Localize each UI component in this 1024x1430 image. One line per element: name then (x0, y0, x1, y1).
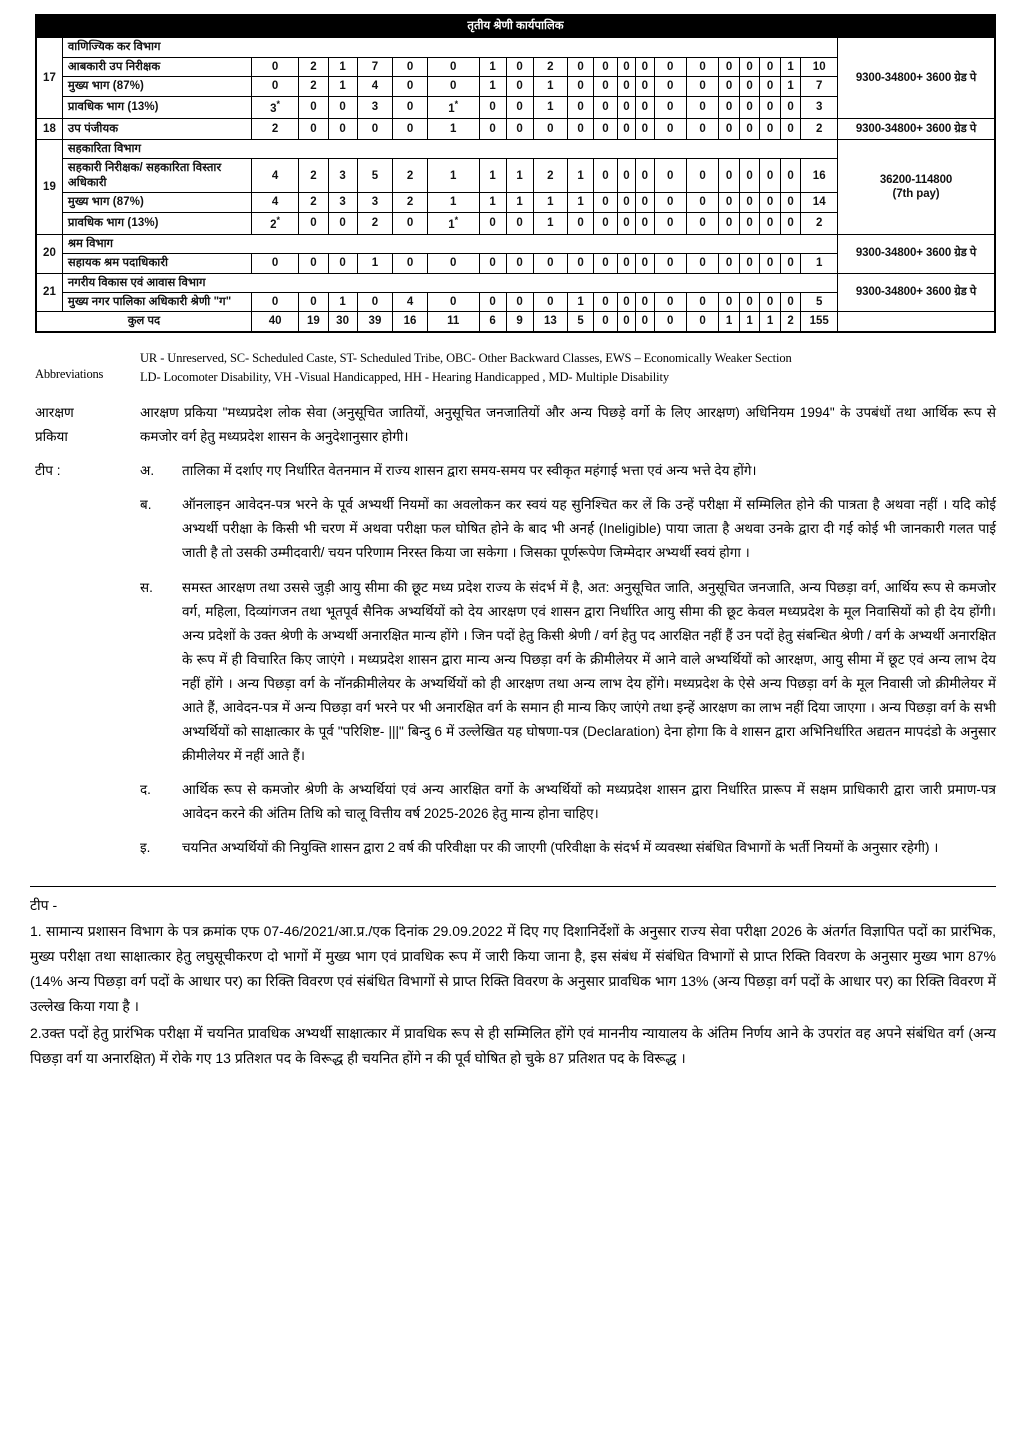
asterisk-marker: * (454, 214, 459, 225)
post-name-cell: सहायक श्रम पदाधिकारी (62, 254, 251, 273)
vacancy-value-cell-17: 0 (760, 77, 781, 96)
tip-section (0, 459, 1024, 869)
vacancy-value-cell-10: 0 (594, 57, 618, 76)
vacancy-value-cell-7: 1 (506, 159, 533, 193)
vacancy-value-cell-13: 0 (654, 254, 686, 273)
table-header-row (37, 15, 995, 38)
vacancy-value-cell-17: 0 (760, 193, 781, 212)
serial-number-cell: 20 (37, 234, 63, 273)
vacancy-value-cell-18: 1 (780, 57, 801, 76)
vacancy-value-cell-6: 1 (479, 77, 506, 96)
serial-number-cell: 17 (37, 38, 63, 118)
vacancy-value-cell-5: 1* (427, 96, 479, 118)
vacancy-value-cell-6: 1 (479, 193, 506, 212)
vacancy-value-cell-13: 0 (654, 96, 686, 118)
department-row (37, 140, 995, 159)
vacancy-value-cell-18: 0 (780, 193, 801, 212)
vacancy-value-cell-11: 0 (617, 118, 635, 139)
vacancy-value-cell-17: 0 (760, 118, 781, 139)
vacancy-value-cell-4: 0 (393, 212, 428, 234)
vacancy-value-cell-14: 0 (686, 159, 718, 193)
vacancy-value-cell-9: 0 (568, 96, 594, 118)
tip-marker: अ. (140, 463, 155, 479)
vacancy-value-cell-2: 1 (328, 57, 357, 76)
vacancy-value-cell-5: 0 (427, 254, 479, 273)
total-value-cell-4: 16 (393, 312, 428, 331)
vacancy-value-cell-12: 0 (636, 254, 654, 273)
vacancy-value-cell-11: 0 (617, 193, 635, 212)
total-value-cell-17: 1 (760, 312, 781, 331)
vacancy-value-cell-2: 0 (328, 254, 357, 273)
post-name-cell: प्रावधिक भाग (13%) (62, 96, 251, 118)
post-name-cell: उप पंजीयक (62, 118, 251, 139)
asterisk-marker: * (276, 98, 281, 109)
total-label-cell: कुल पद (37, 312, 252, 331)
vacancy-value-cell-9: 1 (568, 193, 594, 212)
total-row (37, 312, 995, 331)
vacancy-value-cell-12: 0 (636, 118, 654, 139)
vacancy-value-cell-5: 1 (427, 193, 479, 212)
vacancy-value-cell-10: 0 (594, 254, 618, 273)
vacancy-value-cell-1: 0 (299, 212, 328, 234)
vacancy-value-cell-9: 1 (568, 159, 594, 193)
vacancy-value-cell-0: 2 (251, 118, 299, 139)
vacancy-value-cell-13: 0 (654, 57, 686, 76)
vacancy-value-cell-5: 1 (427, 118, 479, 139)
vacancy-value-cell-13: 0 (654, 118, 686, 139)
reservation-label-line-2: प्रकिया (35, 429, 68, 445)
vacancy-value-cell-8: 2 (533, 57, 568, 76)
abbreviations-block (35, 349, 996, 388)
vacancy-value-cell-6: 0 (479, 254, 506, 273)
vacancy-value-cell-4: 0 (393, 77, 428, 96)
vacancy-value-cell-7: 0 (506, 77, 533, 96)
vacancy-value-cell-15: 0 (719, 118, 740, 139)
row-total-cell: 1 (801, 254, 838, 273)
vacancy-value-cell-16: 0 (739, 57, 760, 76)
vacancy-value-cell-3: 0 (357, 118, 393, 139)
vacancy-value-cell-8: 0 (533, 254, 568, 273)
total-value-cell-7: 9 (506, 312, 533, 331)
vacancy-value-cell-2: 0 (328, 118, 357, 139)
vacancy-value-cell-6: 0 (479, 118, 506, 139)
vacancy-value-cell-10: 0 (594, 212, 618, 234)
tip-spacer (0, 566, 1024, 576)
tip-spacer (0, 768, 1024, 778)
vacancy-value-cell-14: 0 (686, 77, 718, 96)
vacancy-value-cell-1: 0 (299, 118, 328, 139)
vacancy-value-cell-15: 0 (719, 193, 740, 212)
serial-number-cell: 18 (37, 118, 63, 139)
row-total-cell: 10 (801, 57, 838, 76)
vacancy-table-container (35, 14, 996, 333)
payscale-line-1: 9300-34800+ 3600 ग्रेड पे (855, 286, 977, 299)
department-name-cell: सहकारिता विभाग (62, 140, 837, 159)
tip-text: तालिका में दर्शाए गए निर्धारित वेतनमान में राज्य शासन द्वारा समय-समय पर स्वीकृत महंगाई भत्ता एवं अन्य भत्ते देय होंगे। (182, 463, 757, 479)
serial-number-cell: 19 (37, 140, 63, 235)
tip-marker: द. (140, 781, 151, 797)
payscale-cell (838, 234, 995, 273)
total-value-cell-5: 11 (427, 312, 479, 331)
grand-total-cell: 155 (801, 312, 838, 331)
row-total-cell: 7 (801, 77, 838, 96)
vacancy-value-cell-3: 7 (357, 57, 393, 76)
vacancy-value-cell-4: 0 (393, 254, 428, 273)
payscale-line-1: 9300-34800+ 3600 ग्रेड पे (855, 247, 977, 260)
vacancy-value-cell-9: 1 (568, 292, 594, 311)
vacancy-value-cell-16: 0 (739, 254, 760, 273)
vacancy-value-cell-15: 0 (719, 57, 740, 76)
vacancy-value-cell-10: 0 (594, 77, 618, 96)
table-row (37, 118, 995, 139)
vacancy-value-cell-6: 0 (479, 292, 506, 311)
post-name-cell: सहकारी निरीक्षक/ सहकारिता विस्तार अधिकारी (62, 159, 251, 193)
vacancy-value-cell-10: 0 (594, 159, 618, 193)
vacancy-value-cell-11: 0 (617, 212, 635, 234)
tip-text: ऑनलाइन आवेदन-पत्र भरने के पूर्व अभ्यर्थी नियमों का अवलोकन कर स्वयं यह सुनिश्चित कर लें कि उन्हें परीक्षा में सम्मिलित होने की पात्रता है अथवा नहीं । यदि कोई अभ्यर्थी परीक्षा के किसी भी चरण में अथवा परीक्षा फल घोषित होने के बाद भी अनर्ह (Ineligible) पाया जाता है अथवा उनके द्वारा दी गई कोई भी जानकारी गलत पाई जाती है तो उसकी उम्मीदवारी/ चयन परिणाम निरस्त किया जा सकेगा । जिसका पूर्णरूपेण जिम्मेदार अभ्यर्थी स्वयं होगा । (182, 497, 996, 561)
post-name-cell: मुख्य भाग (87%) (62, 77, 251, 96)
total-value-cell-9: 5 (568, 312, 594, 331)
vacancy-value-cell-13: 0 (654, 77, 686, 96)
vacancy-value-cell-6: 0 (479, 212, 506, 234)
vacancy-value-cell-3: 4 (357, 77, 393, 96)
payscale-cell (838, 38, 995, 118)
vacancy-value-cell-2: 3 (328, 159, 357, 193)
post-name-cell: मुख्य नगर पालिका अधिकारी श्रेणी "ग" (62, 292, 251, 311)
total-value-cell-16: 1 (739, 312, 760, 331)
vacancy-value-cell-11: 0 (617, 57, 635, 76)
abbreviations-line-1: UR - Unreserved, SC- Scheduled Caste, ST- Scheduled Tribe, OBC- Other Backward Classes, EWS – Economically Weaker Section (140, 350, 792, 365)
post-name-cell: आबकारी उप निरीक्षक (62, 57, 251, 76)
vacancy-value-cell-4: 4 (393, 292, 428, 311)
vacancy-value-cell-18: 0 (780, 212, 801, 234)
vacancy-value-cell-5: 0 (427, 292, 479, 311)
row-total-cell: 16 (801, 159, 838, 193)
vacancy-value-cell-12: 0 (636, 77, 654, 96)
reservation-process-block (35, 401, 996, 449)
vacancy-value-cell-1: 2 (299, 57, 328, 76)
vacancy-value-cell-6: 1 (479, 57, 506, 76)
vacancy-value-cell-12: 0 (636, 292, 654, 311)
vacancy-value-cell-10: 0 (594, 292, 618, 311)
serial-number-cell: 21 (37, 273, 63, 312)
payscale-cell (838, 140, 995, 235)
vacancy-value-cell-14: 0 (686, 57, 718, 76)
vacancy-value-cell-2: 1 (328, 292, 357, 311)
vacancy-value-cell-0: 0 (251, 254, 299, 273)
vacancy-value-cell-12: 0 (636, 159, 654, 193)
vacancy-value-cell-0: 4 (251, 193, 299, 212)
table-header-banner: तृतीय श्रेणी कार्यपालिक (37, 15, 995, 38)
vacancy-value-cell-13: 0 (654, 292, 686, 311)
vacancy-value-cell-13: 0 (654, 159, 686, 193)
vacancy-value-cell-7: 0 (506, 292, 533, 311)
tip-item (35, 836, 996, 860)
payscale-cell (838, 273, 995, 312)
tip-spacer (0, 483, 1024, 493)
footer-note-2: 2.उक्त पदों हेतु प्रारंभिक परीक्षा में चयनित प्रावधिक अभ्यर्थी साक्षात्कार में प्रावधिक रूप से ही सम्मिलित होंगे एवं माननीय न्यायालय के अंतिम निर्णय आने के उपरांत वह अपने संबंधित वर्ग (अन्य पिछड़ा वर्ग या अनारक्षित) में रोके गए 13 प्रतिशत पद के विरूद्ध ही चयनित होंगे न की पूर्व घोषित हो चुके 87 प्रतिशत पद के विरूद्ध । (30, 1025, 996, 1066)
vacancy-value-cell-8: 1 (533, 212, 568, 234)
vacancy-value-cell-13: 0 (654, 193, 686, 212)
tip-text: आर्थिक रूप से कमजोर श्रेणी के अभ्यर्थियां एवं अन्य आरक्षित वर्गो के अभ्यर्थियों को मध्यप्रदेश शासन द्वारा निर्धारित प्रारूप में सक्षम प्राधिकारी द्वारा जारी प्रमाण-पत्र आवेदन करने की अंतिम तिथि को चालू वित्तीय वर्ष 2025-2026 हेतु मान्य होना चाहिए। (182, 781, 996, 821)
total-value-cell-18: 2 (780, 312, 801, 331)
vacancy-value-cell-17: 0 (760, 292, 781, 311)
vacancy-value-cell-17: 0 (760, 57, 781, 76)
total-value-cell-1: 19 (299, 312, 328, 331)
vacancy-value-cell-1: 2 (299, 193, 328, 212)
vacancy-value-cell-7: 1 (506, 193, 533, 212)
total-value-cell-6: 6 (479, 312, 506, 331)
vacancy-table-body (37, 15, 995, 332)
vacancy-value-cell-11: 0 (617, 77, 635, 96)
vacancy-value-cell-15: 0 (719, 254, 740, 273)
vacancy-value-cell-3: 5 (357, 159, 393, 193)
vacancy-value-cell-8: 1 (533, 193, 568, 212)
vacancy-value-cell-5: 0 (427, 57, 479, 76)
vacancy-value-cell-18: 0 (780, 254, 801, 273)
vacancy-value-cell-1: 2 (299, 77, 328, 96)
tip-marker: इ. (140, 839, 151, 855)
row-total-cell: 2 (801, 212, 838, 234)
payscale-line-2: (7th pay) (892, 187, 940, 200)
post-name-cell: मुख्य भाग (87%) (62, 193, 251, 212)
vacancy-value-cell-7: 0 (506, 118, 533, 139)
department-row (37, 234, 995, 253)
reservation-process-label (35, 401, 140, 448)
vacancy-value-cell-7: 0 (506, 254, 533, 273)
vacancy-value-cell-12: 0 (636, 57, 654, 76)
tip-item (35, 778, 996, 826)
vacancy-value-cell-16: 0 (739, 212, 760, 234)
asterisk-marker: * (276, 214, 281, 225)
total-value-cell-8: 13 (533, 312, 568, 331)
vacancy-value-cell-7: 0 (506, 96, 533, 118)
vacancy-value-cell-11: 0 (617, 292, 635, 311)
document-page (0, 14, 1024, 1430)
tip-text: चयनित अभ्यर्थियों की नियुक्ति शासन द्वारा 2 वर्ष की परिवीक्षा पर की जाएगी (परिवीक्षा के संदर्भ में व्यवस्था संबंधित विभागों के भर्ती नियमों के अनुसार रहेगी) । (182, 839, 939, 855)
vacancy-value-cell-0: 3* (251, 96, 299, 118)
vacancy-value-cell-8: 1 (533, 96, 568, 118)
vacancy-value-cell-2: 1 (328, 77, 357, 96)
vacancy-value-cell-18: 0 (780, 118, 801, 139)
vacancy-value-cell-11: 0 (617, 254, 635, 273)
tip-spacer (0, 860, 1024, 870)
vacancy-value-cell-3: 3 (357, 193, 393, 212)
total-value-cell-13: 0 (654, 312, 686, 331)
total-payscale-blank-cell (838, 312, 995, 331)
vacancy-value-cell-17: 0 (760, 212, 781, 234)
vacancy-value-cell-3: 2 (357, 212, 393, 234)
vacancy-value-cell-4: 2 (393, 193, 428, 212)
vacancy-value-cell-14: 0 (686, 292, 718, 311)
vacancy-value-cell-11: 0 (617, 159, 635, 193)
vacancy-value-cell-12: 0 (636, 212, 654, 234)
vacancy-value-cell-5: 0 (427, 77, 479, 96)
vacancy-value-cell-0: 2* (251, 212, 299, 234)
vacancy-value-cell-15: 0 (719, 159, 740, 193)
tip-marker: ब. (140, 497, 152, 513)
vacancy-value-cell-0: 0 (251, 77, 299, 96)
vacancy-value-cell-14: 0 (686, 212, 718, 234)
row-total-cell: 14 (801, 193, 838, 212)
department-name-cell: वाणिज्यिक कर विभाग (62, 38, 837, 57)
vacancy-value-cell-1: 0 (299, 292, 328, 311)
row-total-cell: 2 (801, 118, 838, 139)
total-value-cell-14: 0 (686, 312, 718, 331)
post-name-cell: प्रावधिक भाग (13%) (62, 212, 251, 234)
vacancy-value-cell-2: 0 (328, 212, 357, 234)
department-row (37, 38, 995, 57)
vacancy-value-cell-4: 0 (393, 118, 428, 139)
payscale-line-1: 9300-34800+ 3600 ग्रेड पे (855, 122, 977, 135)
vacancy-value-cell-5: 1* (427, 212, 479, 234)
vacancy-value-cell-9: 0 (568, 77, 594, 96)
vacancy-value-cell-9: 0 (568, 118, 594, 139)
vacancy-value-cell-3: 0 (357, 292, 393, 311)
vacancy-value-cell-13: 0 (654, 212, 686, 234)
tip-label: टीप : (35, 463, 61, 479)
vacancy-value-cell-1: 0 (299, 254, 328, 273)
vacancy-value-cell-11: 0 (617, 96, 635, 118)
footer-note-1: 1. सामान्य प्रशासन विभाग के पत्र क्रमांक एफ 07-46/2021/आ.प्र./एक दिनांक 29.09.2022 में दिए गए दिशानिर्देशों के अनुसार राज्य सेवा परीक्षा 2026 के अंतर्गत विज्ञापित पदों का प्रारंभिक, मुख्य परीक्षा तथा साक्षात्कार हेतु लघुसूचीकरण दो भागों में मुख्य भाग एवं प्रावधिक रूप में जारी किया जाना है, इस संबंध में संबंधित विभागों से प्राप्त रिक्ति विवरण के अनुसार मुख्य भाग 87% (14% अन्य पिछड़ा वर्ग पदों के आधार पर) का रिक्ति विवरण एवं संबंधित विभागों से प्राप्त रिक्ति विवरण के अनुसार प्रावधिक भाग 13% (अन्य पिछड़ा वर्ग पदों के आधार पर) का रिक्ति विवरण में उल्लेख किया गया है । (30, 923, 997, 1015)
payscale-cell (838, 118, 995, 139)
vacancy-value-cell-0: 0 (251, 292, 299, 311)
department-name-cell: श्रम विभाग (62, 234, 837, 253)
total-value-cell-2: 30 (328, 312, 357, 331)
vacancy-value-cell-17: 0 (760, 159, 781, 193)
vacancy-value-cell-10: 0 (594, 96, 618, 118)
vacancy-value-cell-4: 0 (393, 96, 428, 118)
vacancy-value-cell-8: 2 (533, 159, 568, 193)
tip-item (35, 493, 996, 565)
vacancy-value-cell-7: 0 (506, 212, 533, 234)
vacancy-value-cell-14: 0 (686, 96, 718, 118)
vacancy-value-cell-16: 0 (739, 292, 760, 311)
vacancy-value-cell-16: 0 (739, 77, 760, 96)
vacancy-value-cell-18: 0 (780, 292, 801, 311)
total-value-cell-11: 0 (617, 312, 635, 331)
department-row (37, 273, 995, 292)
vacancy-value-cell-10: 0 (594, 193, 618, 212)
vacancy-value-cell-15: 0 (719, 96, 740, 118)
vacancy-value-cell-0: 0 (251, 57, 299, 76)
footer-note-block (30, 894, 996, 1071)
abbreviations-line-2: LD- Locomoter Disability, VH -Visual Handicapped, HH - Hearing Handicapped , MD- Multiple Disability (140, 370, 670, 385)
vacancy-value-cell-17: 0 (760, 254, 781, 273)
vacancy-value-cell-3: 3 (357, 96, 393, 118)
reservation-label-line-1: आरक्षण (35, 405, 74, 421)
vacancy-value-cell-10: 0 (594, 118, 618, 139)
vacancy-value-cell-7: 0 (506, 57, 533, 76)
reservation-process-text: आरक्षण प्रकिया "मध्यप्रदेश लोक सेवा (अनुसूचित जातियों, अनुसूचित जनजातियों और अन्य पिछड़े वर्गो के लिए आरक्षण) अधिनियम 1994" के उपबंधों तथा आर्थिक रूप से कमजोर वर्ग हेतु मध्यप्रदेश शासन के अनुदेशानुसार होगी। (140, 405, 996, 445)
vacancy-value-cell-0: 4 (251, 159, 299, 193)
vacancy-value-cell-14: 0 (686, 193, 718, 212)
vacancy-value-cell-18: 1 (780, 77, 801, 96)
vacancy-value-cell-16: 0 (739, 118, 760, 139)
footer-divider (30, 886, 996, 887)
total-value-cell-0: 40 (251, 312, 299, 331)
payscale-line-1: 9300-34800+ 3600 ग्रेड पे (855, 71, 977, 84)
total-value-cell-10: 0 (594, 312, 618, 331)
tip-marker: स. (140, 579, 153, 595)
vacancy-value-cell-4: 2 (393, 159, 428, 193)
vacancy-value-cell-3: 1 (357, 254, 393, 273)
vacancy-value-cell-17: 0 (760, 96, 781, 118)
footer-note-heading: टीप - (30, 896, 58, 913)
vacancy-value-cell-16: 0 (739, 159, 760, 193)
tip-text: समस्त आरक्षण तथा उससे जुड़ी आयु सीमा की छूट मध्य प्रदेश राज्य के संदर्भ में है, अत: अनुसूचित जाति, अनुसूचित जनजाति, अन्य पिछड़ा वर्ग, आर्थिय रूप से कमजोर वर्ग, महिला, दिव्यांगजन तथा भूतपूर्व सैनिक अभ्यर्थियों को देय आरक्षण एवं शासन द्वारा निर्धारित आयु सीमा की छूट केवल मध्यप्रदेश के मूल निवासियों को ही देय होंगी। अन्य प्रदेशों के उक्त श्रेणी के अभ्यर्थी अनारक्षित मान्य होंगे । जिन पदों हेतु किसी श्रेणी / वर्ग हेतु पद आरक्षित नहीं हैं उन पदों हेतु संबन्धित श्रेणी / वर्ग के अभ्यर्थी अनारक्षित के रूप में ही विचारित किए जाएंगे । मध्यप्रदेश शासन द्वारा मान्य अन्य पिछड़ा वर्ग के क्रीमीलेयर में आने वाले अभ्यर्थियों को आरक्षण, आयु सीमा में छूट एवं अन्य लाभ देय नहीं होंगे । अन्य पिछड़ा वर्ग के नॉनक्रीमीलेयर के अभ्यर्थियों को ही आरक्षण तथा अन्य लाभ देय होंगे। मध्यप्रदेश के ऐसे अन्य पिछड़ा वर्ग के मूल निवासी जो क्रीमीलेयर में आते हैं, आवेदन-पत्र में अन्य पिछड़ा वर्ग भरने पर भी अनारक्षित वर्ग के समान ही मान्य किए जाएंगे तथा इन्हें आरक्षण का लाभ नहीं दिया जाएगा । अन्य पिछड़ा वर्ग के सभी अभ्यर्थियों को साक्षात्कार के पूर्व "परिशिष्ट- |||" बिन्दु 6 में उल्लेखित यह घोषणा-पत्र (Declaration) देना होगा कि वे शासन द्वारा अभिनिर्धारित अद्यतन मापदंडो के अनुसार क्रीमीलेयर में नहीं आते हैं। (182, 579, 996, 763)
vacancy-value-cell-16: 0 (739, 193, 760, 212)
vacancy-value-cell-18: 0 (780, 96, 801, 118)
vacancy-value-cell-1: 2 (299, 159, 328, 193)
vacancy-value-cell-14: 0 (686, 118, 718, 139)
row-total-cell: 3 (801, 96, 838, 118)
row-total-cell: 5 (801, 292, 838, 311)
total-value-cell-3: 39 (357, 312, 393, 331)
vacancy-value-cell-9: 0 (568, 254, 594, 273)
asterisk-marker: * (454, 98, 459, 109)
vacancy-value-cell-2: 0 (328, 96, 357, 118)
vacancy-value-cell-6: 0 (479, 96, 506, 118)
vacancy-value-cell-12: 0 (636, 193, 654, 212)
total-value-cell-12: 0 (636, 312, 654, 331)
vacancy-value-cell-18: 0 (780, 159, 801, 193)
department-name-cell: नगरीय विकास एवं आवास विभाग (62, 273, 837, 292)
vacancy-value-cell-1: 0 (299, 96, 328, 118)
payscale-line-1: 36200-114800 (879, 173, 953, 186)
vacancy-table (36, 14, 995, 332)
vacancy-value-cell-15: 0 (719, 292, 740, 311)
vacancy-value-cell-12: 0 (636, 96, 654, 118)
vacancy-value-cell-8: 1 (533, 77, 568, 96)
abbreviations-lines (140, 349, 996, 388)
vacancy-value-cell-4: 0 (393, 57, 428, 76)
tip-spacer (0, 826, 1024, 836)
vacancy-value-cell-9: 0 (568, 57, 594, 76)
vacancy-value-cell-5: 1 (427, 159, 479, 193)
abbreviations-label: Abbreviations (35, 366, 104, 381)
total-value-cell-15: 1 (719, 312, 740, 331)
vacancy-value-cell-8: 0 (533, 118, 568, 139)
vacancy-value-cell-16: 0 (739, 96, 760, 118)
tip-item (35, 576, 996, 768)
vacancy-value-cell-9: 0 (568, 212, 594, 234)
vacancy-value-cell-2: 3 (328, 193, 357, 212)
vacancy-value-cell-8: 0 (533, 292, 568, 311)
tip-item (35, 459, 996, 483)
vacancy-value-cell-15: 0 (719, 77, 740, 96)
vacancy-value-cell-15: 0 (719, 212, 740, 234)
vacancy-value-cell-14: 0 (686, 254, 718, 273)
vacancy-value-cell-6: 1 (479, 159, 506, 193)
